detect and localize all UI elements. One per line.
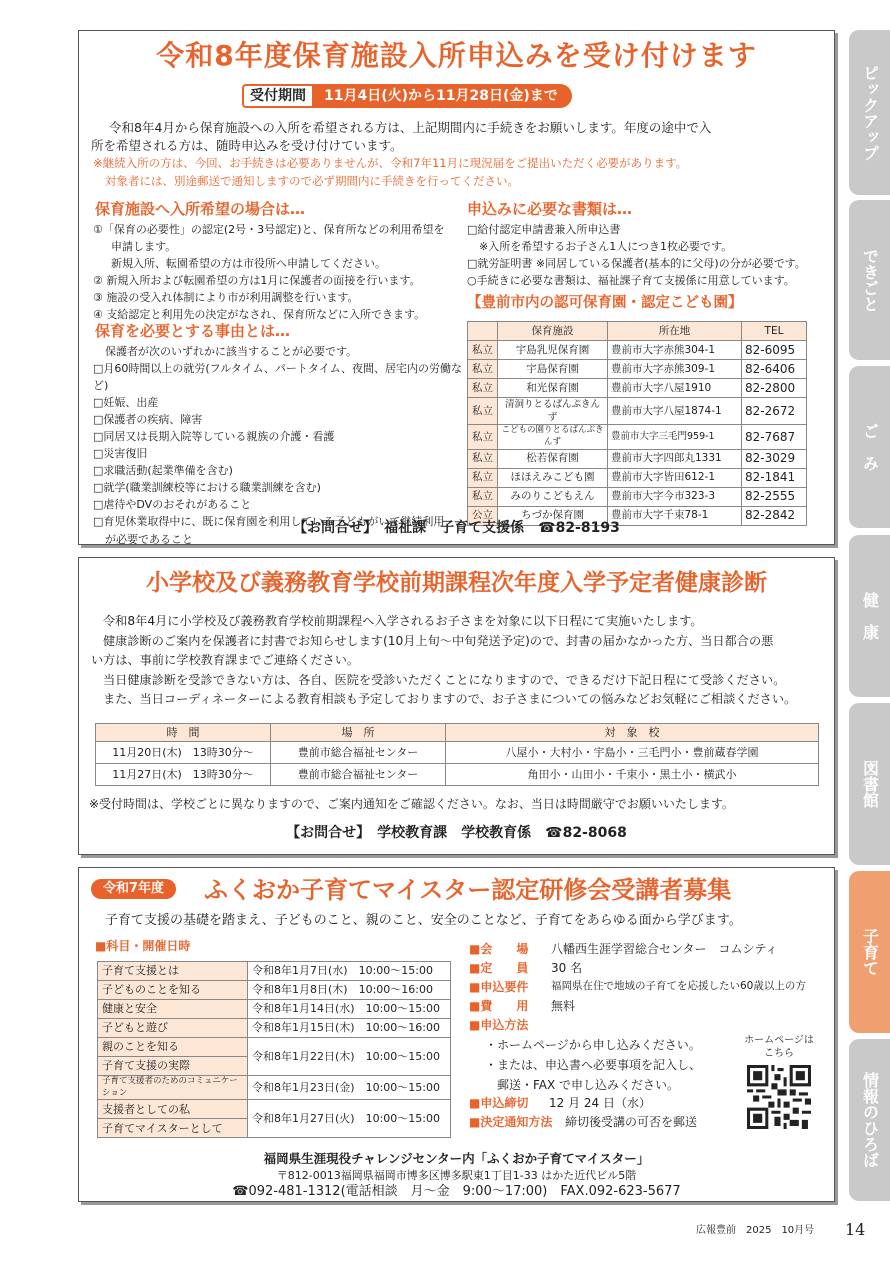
address-cell: 豊前市大字今市323-3	[608, 487, 742, 506]
reason-heading: 保育を必要とする事由とは…	[95, 322, 291, 340]
header-cell: TEL	[741, 322, 806, 341]
info-value: 12 月 24 日（水）	[549, 1096, 651, 1111]
body-line: 健康診断のご案内を保護者に封書でお知らせします(10月上旬〜中旬発送予定)ので、封書の届かなかった方、当日都合の悪	[103, 633, 774, 648]
tel-cell: 82-6095	[741, 341, 806, 360]
reason-item: □育児休業取得中に、既に保育園を利用している子どもがいて継続利用	[93, 515, 445, 529]
info-value: 締切後受講の可否を郵送	[565, 1115, 698, 1130]
tab-library[interactable]: 図書館	[849, 703, 890, 865]
type-cell: 私立	[468, 379, 498, 398]
tel-cell: 82-2800	[741, 379, 806, 398]
header-cell: 場 所	[271, 724, 446, 742]
period-value: 11月4日(火)から11月28日(金)まで	[314, 84, 572, 108]
header-cell: 時 間	[96, 724, 271, 742]
nursery-application-section	[78, 30, 835, 545]
year-badge: 令和7年度	[91, 879, 176, 899]
org-address: 〒812-0013福岡県福岡市博多区博多駅東1丁目1-33 はかた近代ビル5階	[276, 1169, 637, 1182]
info-value: 30 名	[551, 961, 583, 975]
org-tel: ☎092-481-1312(電話相談 月〜金 9:00〜17:00) FAX.092-623-5677	[232, 1184, 681, 1199]
address-cell: 豊前市大字赤熊304-1	[608, 341, 742, 360]
facility-table	[467, 321, 807, 526]
apply-step: ③ 施設の受入れ体制により市が利用調整を行います。	[93, 291, 359, 305]
type-cell: 私立	[468, 449, 498, 468]
info-key: ■費 用	[469, 999, 529, 1013]
info-value: 無料	[551, 999, 576, 1013]
facility-cell: ほほえみこども園	[498, 468, 608, 487]
course-schedule-table	[97, 961, 451, 1138]
table-row	[98, 1100, 451, 1119]
section-title: 小学校及び義務教育学校前期課程次年度入学予定者健康診断	[146, 570, 767, 596]
body-line: 当日健康診断を受診できない方は、各自、医院を受診いただくことになりますので、できるだけ下記日程にて受診ください。	[103, 672, 786, 687]
tab-events[interactable]: できごと	[849, 200, 890, 360]
period-banner	[242, 83, 572, 109]
type-cell: 公立	[468, 506, 498, 525]
info-key: ■定 員	[469, 961, 529, 975]
table-header	[96, 724, 819, 742]
apply-step: ①「保育の必要性」の認定(2号・3号認定)と、保育所などの利用希望を	[93, 223, 445, 236]
date-cell: 令和8年1月23日(金) 10:00〜15:00	[248, 1076, 451, 1100]
type-cell: 私立	[468, 425, 498, 449]
table-row	[468, 341, 807, 360]
info-row	[469, 979, 829, 998]
info-row	[469, 998, 829, 1017]
header-cell: 所在地	[608, 322, 742, 341]
apply-heading: 保育施設へ入所希望の場合は…	[95, 200, 306, 218]
apply-step: ② 新規入所および転園希望の方は1月に保護者の面接を行います。	[93, 274, 421, 288]
date-cell: 令和8年1月14日(水) 10:00〜15:00	[248, 1000, 451, 1019]
table-row	[468, 379, 807, 398]
table-row	[98, 1038, 451, 1057]
subject-cell: 子育て支援者のためのコミュニケーション	[98, 1076, 248, 1100]
date-cell: 令和8年1月27日(火) 10:00〜15:00	[248, 1100, 451, 1138]
apply-step: 申請します。	[111, 240, 177, 254]
subject-cell: 支援者としての私	[98, 1100, 248, 1119]
subject-cell: 子育てマイスターとして	[98, 1119, 248, 1138]
tel-cell: 82-1841	[741, 468, 806, 487]
lead-line: 子育て支援の基礎を踏まえ、子どものこと、親のこと、安全のことなど、子育てをあらゆる面から学びます。	[105, 913, 742, 928]
reason-item: 保護者が次のいずれかに該当することが必要です。	[105, 345, 358, 358]
note-line: ※継続入所の方は、今回、お手続きは必要ありませんが、令和7年11月に現況届をご提出いただく必要があります。	[93, 156, 688, 170]
reason-item: が必要であること	[105, 532, 193, 546]
method-item: ・ホームページから申し込みください。	[485, 1038, 701, 1052]
date-cell: 令和8年1月7日(水) 10:00〜15:00	[248, 962, 451, 981]
tel-cell: 82-6406	[741, 360, 806, 379]
place-cell: 豊前市総合福祉センター	[271, 742, 446, 764]
docs-list	[467, 221, 827, 289]
header-cell: 保育施設	[498, 322, 608, 341]
facility-cell: 和光保育園	[498, 379, 608, 398]
mentor-training-section	[78, 867, 835, 1202]
section-title: ふくおか子育てマイスター認定研修会受講者募集	[204, 876, 732, 904]
qr-label-line: ホームページは	[744, 1035, 814, 1046]
date-cell: 令和8年1月8日(木) 10:00〜16:00	[248, 981, 451, 1000]
tab-health[interactable]: 健 康	[849, 535, 890, 697]
qr-code-icon[interactable]	[747, 1065, 811, 1129]
tab-childcare[interactable]: 子育て	[849, 871, 890, 1033]
method-item: ・または、申込書へ必要事項を記入し、	[485, 1057, 702, 1072]
reason-item: □求職活動(起業準備を含む)	[93, 464, 233, 478]
qr-label	[739, 1034, 819, 1060]
table-row	[468, 468, 807, 487]
date-cell: 令和8年1月22日(木) 10:00〜15:00	[248, 1038, 451, 1076]
time-cell: 11月27日(木) 13時30分〜	[96, 764, 271, 786]
info-key: ■申込要件	[469, 980, 529, 994]
section-title: 令和8年度保育施設入所申込みを受け付けます	[156, 39, 757, 72]
facility-cell: こどもの園りとるぱんぷきんず	[498, 425, 608, 449]
table-row	[98, 962, 451, 981]
facility-cell: 宇島保育園	[498, 360, 608, 379]
schedule-table	[95, 723, 819, 786]
table-row	[468, 487, 807, 506]
tel-cell: 82-3029	[741, 449, 806, 468]
date-cell: 令和8年1月15日(木) 10:00〜16:00	[248, 1019, 451, 1038]
type-cell: 私立	[468, 468, 498, 487]
reason-list	[93, 343, 463, 548]
reason-item: □就学(職業訓練校等における職業訓練を含む)	[93, 481, 321, 495]
table-row	[468, 360, 807, 379]
subject-cell: 健康と安全	[98, 1000, 248, 1019]
health-check-body	[91, 612, 826, 710]
facility-cell: 清洞りとるぱんぷきんず	[498, 398, 608, 425]
type-cell: 私立	[468, 487, 498, 506]
place-cell: 豊前市総合福祉センター	[271, 764, 446, 786]
contact-line: 【お問合せ】 学校教育課 学校教育係 ☎82-8068	[286, 825, 627, 841]
subject-cell: 子どもと遊び	[98, 1019, 248, 1038]
table-row	[98, 981, 451, 1000]
contact-line: 【お問合せ】 福祉課 子育て支援係 ☎82-8193	[293, 520, 620, 536]
reason-item: □虐待やDVのおそれがあること	[93, 498, 252, 512]
info-key: ■決定通知方法	[469, 1115, 553, 1130]
address-cell: 豊前市大字千束78-1	[608, 506, 742, 525]
reason-item: □災害復旧	[93, 447, 148, 461]
note-line: 対象者には、別途郵送で通知しますので必ず期間内に手続きを行ってください。	[105, 174, 519, 188]
header-blank	[468, 322, 498, 341]
reason-item: □同居又は長期入院等している親族の介護・看護	[93, 430, 335, 444]
address-cell: 豊前市大字三毛門959-1	[608, 425, 742, 449]
method-item: 郵送・FAX で申し込みください。	[485, 1077, 680, 1092]
intro-line: 令和8年4月から保育施設への入所を希望される方は、上記期間内に手続きをお願いします。年度の途中で入	[109, 120, 712, 135]
school-cell: 八屋小・大村小・宇島小・三毛門小・豊前蔵春学園	[446, 742, 819, 764]
body-line: 令和8年4月に小学校及び義務教育学校前期課程へ入学されるお子さまを対象に以下日程にて実施いたします。	[103, 614, 703, 628]
apply-steps	[93, 221, 463, 323]
subject-cell: 子育て支援とは	[98, 962, 248, 981]
org-name: 福岡県生涯現役チャレンジセンター内「ふくおか子育てマイスター」	[263, 1151, 650, 1166]
table-row	[468, 425, 807, 449]
info-key: ■申込方法	[469, 1018, 529, 1032]
reason-item: □妊娠、出産	[93, 396, 159, 410]
facility-cell: みのりこどもえん	[498, 487, 608, 506]
schedule-heading: ■科目・開催日時	[95, 939, 191, 953]
table-row	[96, 742, 819, 764]
table-row	[98, 1000, 451, 1019]
subject-cell: 子どものことを知る	[98, 981, 248, 1000]
address-cell: 豊前市大字八屋1910	[608, 379, 742, 398]
table-row	[468, 449, 807, 468]
page-number: 14	[845, 1220, 866, 1239]
docs-heading: 申込みに必要な書類は…	[467, 200, 633, 218]
apply-step: ④ 支給認定と利用先の決定がなされ、保育所などに入所できます。	[93, 308, 426, 322]
header-cell: 対 象 校	[446, 724, 819, 742]
tel-cell: 82-2842	[741, 506, 806, 525]
table-row	[98, 1019, 451, 1038]
period-label: 受付期間	[242, 84, 314, 108]
time-cell: 11月20日(木) 13時30分〜	[96, 742, 271, 764]
facility-cell: ちづか保育園	[498, 506, 608, 525]
type-cell: 私立	[468, 341, 498, 360]
body-line: また、当日コーディネーターによる教育相談も予定しておりますので、お子さまについての悩みなどお気軽にご相談ください。	[103, 692, 797, 707]
type-cell: 私立	[468, 398, 498, 425]
tel-cell: 82-2555	[741, 487, 806, 506]
tel-cell: 82-7687	[741, 425, 806, 449]
reason-item: □保護者の疾病、障害	[93, 413, 203, 427]
address-cell: 豊前市大字四郎丸1331	[608, 449, 742, 468]
info-row	[469, 941, 829, 960]
subject-cell: 子育て支援の実際	[98, 1057, 248, 1076]
publication-footer: 広報豊前 2025 10月号	[696, 1225, 815, 1236]
address-cell: 豊前市大字赤熊309-1	[608, 360, 742, 379]
doc-item: ○手続きに必要な書類は、福祉課子育て支援係に用意しています。	[467, 274, 795, 288]
tel-cell: 82-2672	[741, 398, 806, 425]
info-value: 八幡西生涯学習総合センター コムシティ	[551, 942, 778, 956]
info-key: ■申込締切	[469, 1096, 529, 1111]
school-cell: 角田小・山田小・千束小・黒土小・横武小	[446, 764, 819, 786]
facility-list-heading: 【豊前市内の認可保育園・認定こども園】	[467, 295, 743, 311]
reason-item: □月60時間以上の就労(フルタイム、パートタイム、夜間、居宅内の労働など)	[93, 362, 463, 393]
apply-step: 新規入所、転園希望の方は市役所へ申請してください。	[111, 257, 386, 271]
doc-item: □就労証明書 ※同居している保護者(基本的に父母)の分が必要です。	[467, 257, 806, 271]
intro-line: 所を希望される方は、随時申込みを受け付けています。	[91, 138, 403, 153]
facility-cell: 宇島乳児保育園	[498, 341, 608, 360]
doc-item: □給付認定申請書兼入所申込書	[467, 223, 621, 236]
tab-pickup[interactable]: ピックアップ	[849, 30, 890, 195]
info-key: ■会 場	[469, 942, 529, 956]
info-row	[469, 960, 829, 979]
note-line: ※受付時間は、学校ごとに異なりますので、ご案内通知をご確認ください。なお、当日は時間厳守でお願いいたします。	[89, 797, 734, 811]
tab-garbage[interactable]: ご み	[849, 366, 890, 528]
type-cell: 私立	[468, 360, 498, 379]
health-check-section	[78, 557, 835, 855]
doc-item: ※入所を希望するお子さん1人につき1枚必要です。	[479, 240, 733, 254]
qr-label-line: こちら	[764, 1048, 794, 1059]
table-row	[468, 398, 807, 425]
address-cell: 豊前市大字皆田612-1	[608, 468, 742, 487]
subject-cell: 親のことを知る	[98, 1038, 248, 1057]
table-header	[468, 322, 807, 341]
info-value: 福岡県在住で地域の子育てを応援したい60歳以上の方	[551, 980, 806, 992]
tab-info-plaza[interactable]: 情報のひろば	[849, 1039, 890, 1201]
facility-cell: 松若保育園	[498, 449, 608, 468]
table-row	[96, 764, 819, 786]
address-cell: 豊前市大字八屋1874-1	[608, 398, 742, 425]
table-row	[98, 1076, 451, 1100]
body-line: い方は、事前に学校教育課までご連絡ください。	[91, 653, 360, 668]
